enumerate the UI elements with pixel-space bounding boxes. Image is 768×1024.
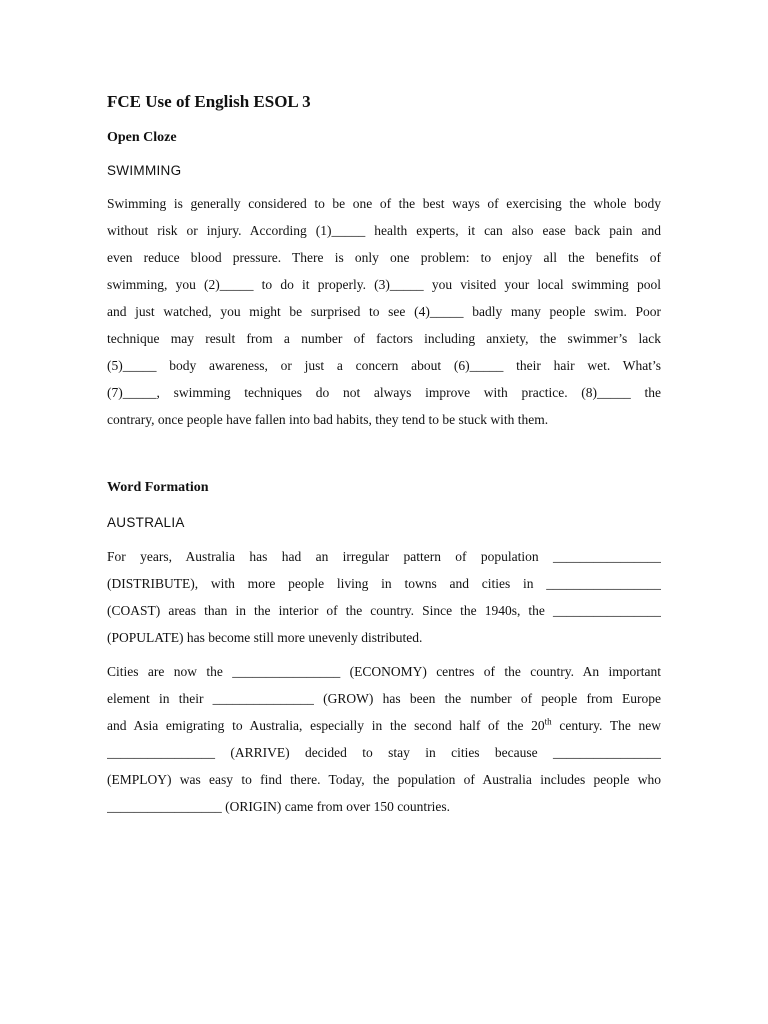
text-line: technique may result from a number of factors including anxiety, the swimmer’s lack — [107, 331, 661, 346]
text-line: element in their _______________ (GROW) has been the number of people from Europe — [107, 691, 661, 706]
text-line: ________________ (ARRIVE) decided to stay in cities because ________________ — [107, 745, 661, 760]
text-segment: century. The new — [551, 718, 661, 733]
document-title: FCE Use of English ESOL 3 — [107, 92, 311, 111]
word-formation-heading: Word Formation — [107, 480, 209, 495]
text-line: contrary, once people have fallen into bad habits, they tend to be stuck with them. — [107, 412, 549, 427]
word-formation-subtitle: AUSTRALIA — [107, 515, 185, 530]
word-formation-paragraph-2 — [107, 658, 661, 820]
text-line: (5)_____ body awareness, or just a concern about (6)_____ their hair wet. What’s — [107, 358, 661, 373]
text-line: even reduce blood pressure. There is only one problem: to enjoy all the benefits of — [107, 250, 661, 265]
open-cloze-heading: Open Cloze — [107, 130, 177, 145]
open-cloze-subtitle: SWIMMING — [107, 163, 182, 178]
text-line: Cities are now the ________________ (ECONOMY) centres of the country. An important — [107, 664, 661, 679]
text-line: _________________ (ORIGIN) came from over 150 countries. — [107, 799, 451, 814]
text-line: without risk or injury. According (1)_____ health experts, it can also ease back pain and — [107, 223, 661, 238]
text-line: (EMPLOY) was easy to find there. Today, the population of Australia includes people who — [107, 772, 661, 787]
text-line: swimming, you (2)_____ to do it properly. (3)_____ you visited your local swimming pool — [107, 277, 661, 292]
text-line: and just watched, you might be surprised to see (4)_____ badly many people swim. Poor — [107, 304, 661, 319]
text-line: For years, Australia has had an irregular pattern of population ________________ — [107, 549, 661, 564]
text-line — [107, 712, 661, 739]
text-line: (POPULATE) has become still more unevenly distributed. — [107, 630, 423, 645]
text-line: (DISTRIBUTE), with more people living in towns and cities in _________________ — [107, 576, 661, 591]
open-cloze-text — [107, 190, 661, 433]
text-line: (COAST) areas than in the interior of the country. Since the 1940s, the ________________ — [107, 603, 661, 618]
text-line: (7)_____, swimming techniques do not always improve with practice. (8)_____ the — [107, 385, 661, 400]
ordinal-suffix: th — [544, 716, 552, 727]
word-formation-paragraph-1 — [107, 543, 661, 651]
text-line: Swimming is generally considered to be one of the best ways of exercising the whole body — [107, 196, 661, 211]
text-segment: and Asia emigrating to Australia, especially in the second half of the 20 — [107, 718, 545, 733]
